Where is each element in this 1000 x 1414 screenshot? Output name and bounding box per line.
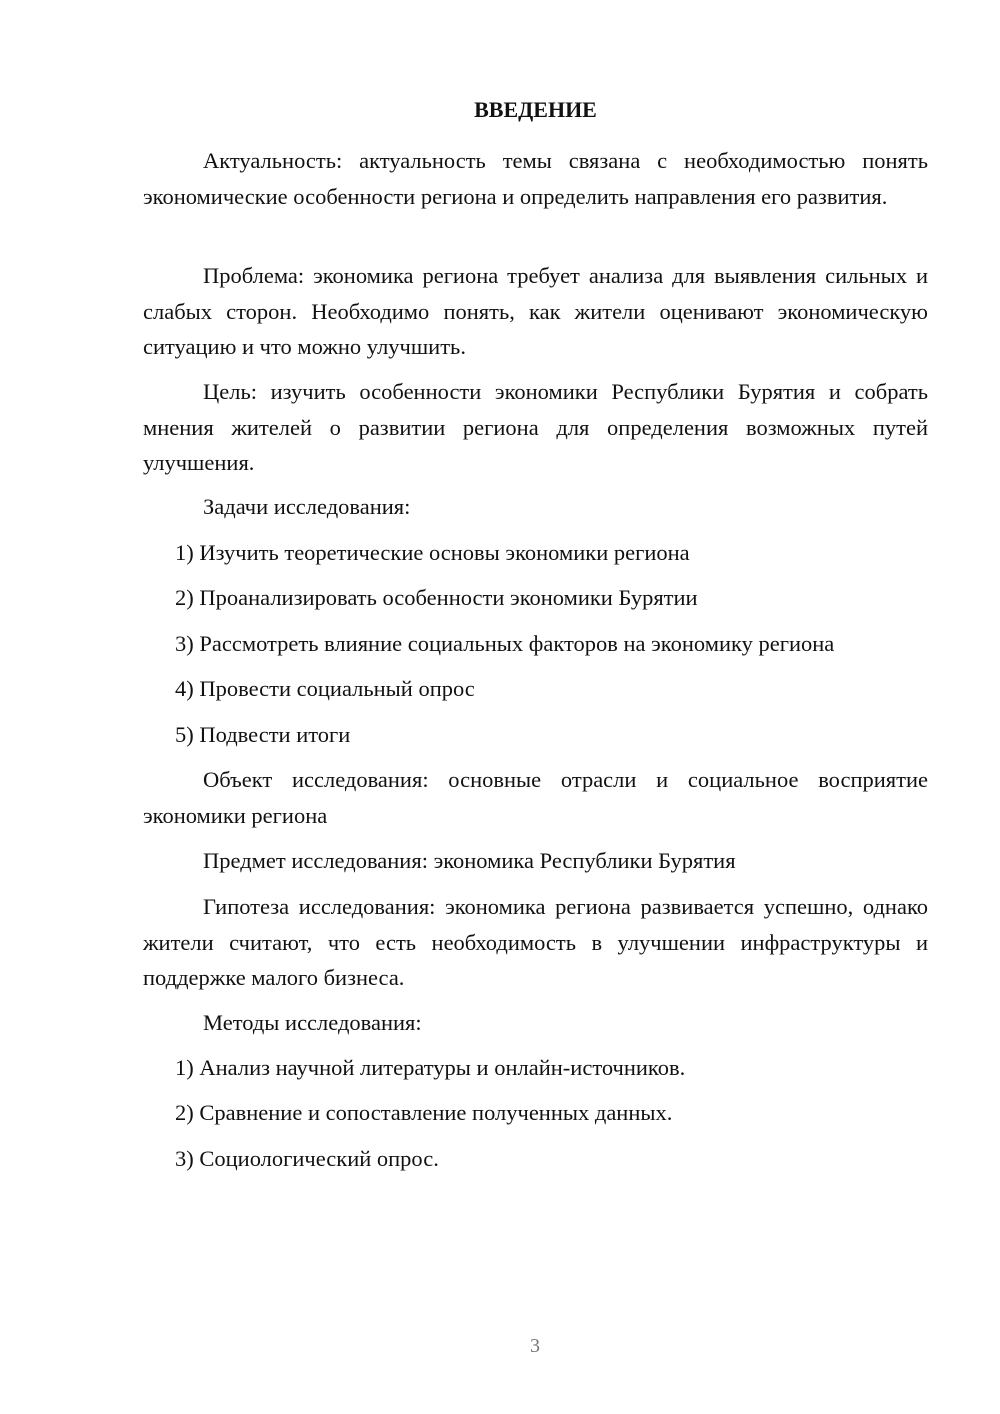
tasks-heading: Задачи исследования: — [203, 494, 411, 519]
method-item: 3) Социологический опрос. — [175, 1146, 439, 1171]
goal-paragraph: Цель: изучить особенности экономики Республики Бурятия и собрать мнения жителей о развитии региона для определения возможных путей улучшения. — [143, 379, 928, 475]
page-number: 3 — [530, 1335, 540, 1357]
task-item: 5) Подвести итоги — [175, 722, 351, 747]
subject-paragraph: Предмет исследования: экономика Республики Бурятия — [203, 848, 736, 873]
relevance-paragraph: Актуальность: актуальность темы связана с необходимостью понять экономические особенности региона и определить направления его развития. — [143, 148, 928, 209]
hypothesis-paragraph: Гипотеза исследования: экономика региона развивается успешно, однако жители считают, что есть необходимость в улучшении инфраструктуры и поддержке малого бизнеса. — [143, 894, 928, 990]
task-item: 3) Рассмотреть влияние социальных факторов на экономику региона — [175, 631, 835, 656]
method-item: 2) Сравнение и сопоставление полученных данных. — [175, 1100, 673, 1125]
task-item: 2) Проанализировать особенности экономики Бурятии — [175, 585, 698, 610]
page-title: ВВЕДЕНИЕ — [474, 97, 597, 122]
method-item: 1) Анализ научной литературы и онлайн-источников. — [175, 1055, 686, 1080]
task-item: 1) Изучить теоретические основы экономики региона — [175, 540, 690, 565]
task-item: 4) Провести социальный опрос — [175, 676, 475, 701]
object-paragraph: Объект исследования: основные отрасли и социальное восприятие экономики региона — [143, 767, 928, 828]
problem-paragraph: Проблема: экономика региона требует анализа для выявления сильных и слабых сторон. Необходимо понять, как жители оценивают экономическую ситуацию и что можно улучшить. — [143, 263, 928, 359]
methods-heading: Методы исследования: — [203, 1010, 422, 1035]
